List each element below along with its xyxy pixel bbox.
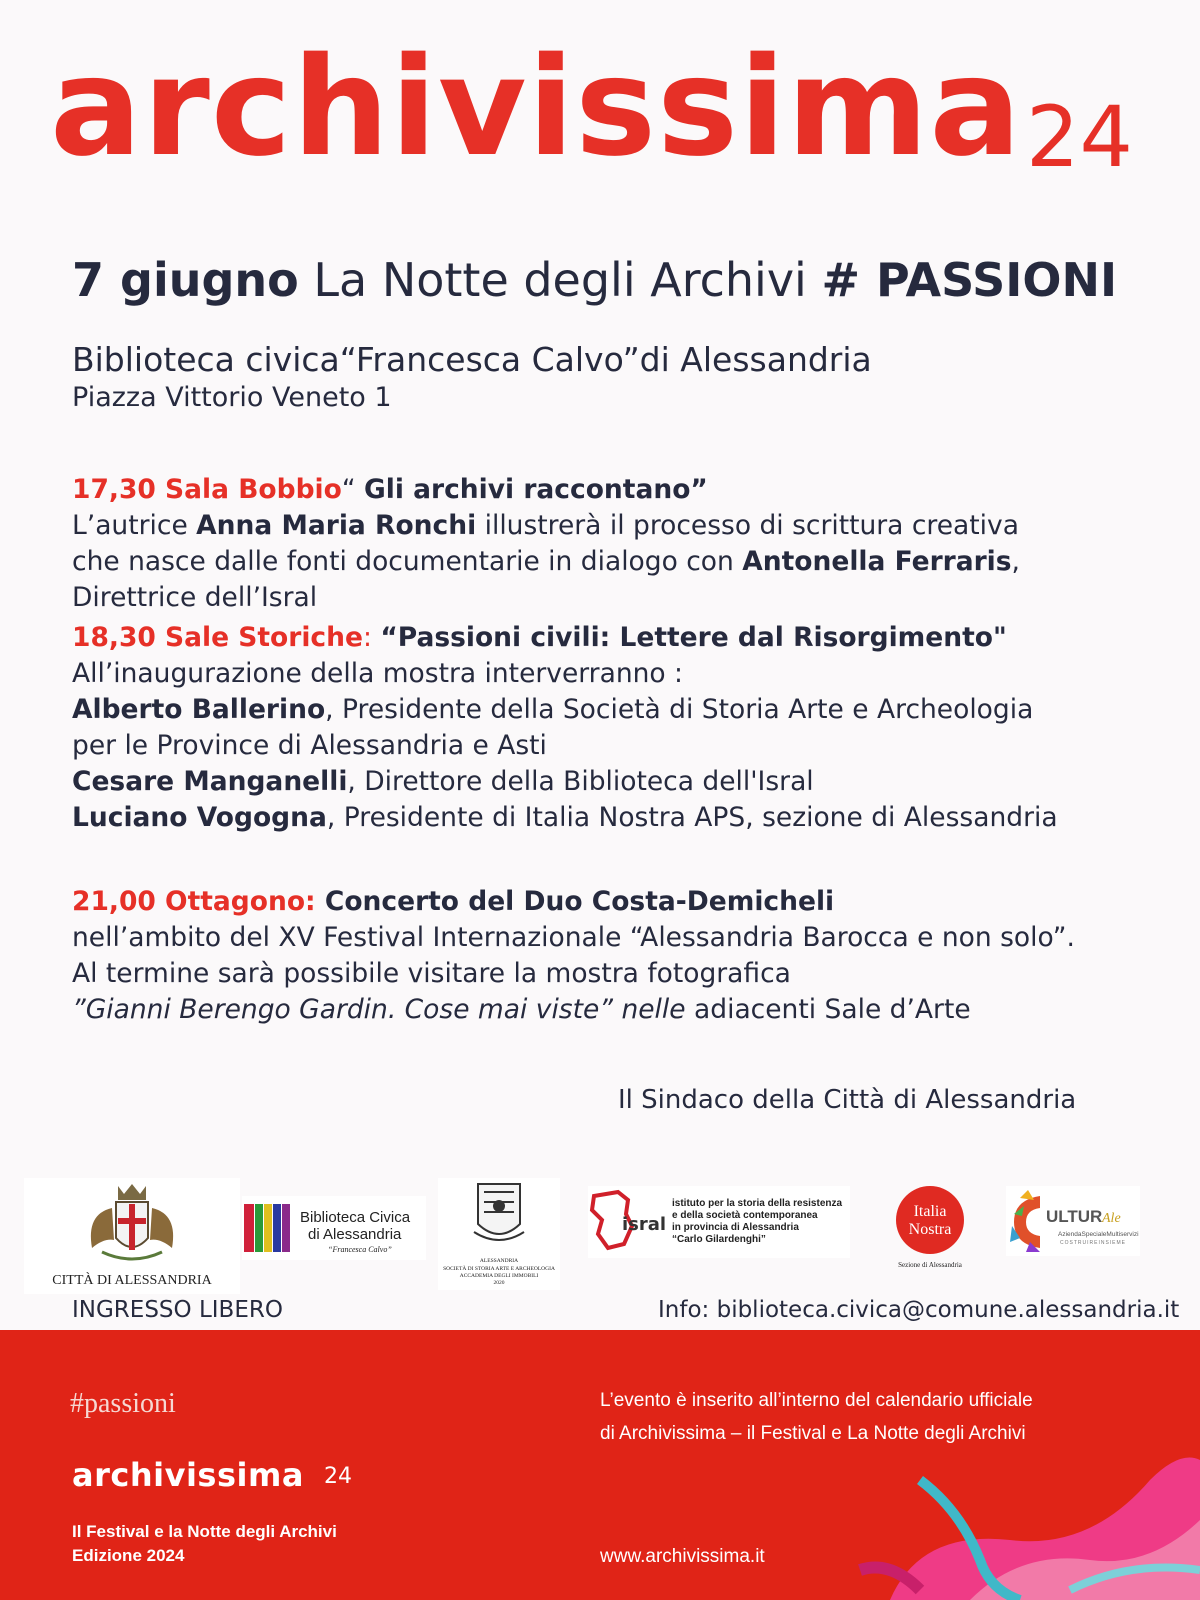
svg-text:di Alessandria: di Alessandria — [308, 1226, 402, 1243]
svg-text:Biblioteca Civica: Biblioteca Civica — [300, 1209, 411, 1226]
session-title: Gli archivi raccontano” — [364, 474, 708, 505]
program-session-3: 21,00 Ottagono: Concerto del Duo Costa-Demicheli nell’ambito del XV Festival Internazionale “Alessandria Barocca e non solo”. Al termine sarà possibile visitare la mostra fotografica ”Gianni Berengo Gardin. Cose mai viste” nelle adiacenti Sale d’Arte — [72, 886, 1075, 1025]
svg-text:ALESSANDRIA: ALESSANDRIA — [479, 1258, 519, 1264]
speaker-name: Antonella Ferraris — [742, 546, 1012, 577]
svg-text:Sezione di Alessandria: Sezione di Alessandria — [898, 1261, 962, 1269]
cultura-logo — [1006, 1186, 1140, 1256]
svg-text:COSTRUIREINSIEME: COSTRUIREINSIEME — [1060, 1240, 1127, 1246]
session-time-place: 17,30 Sala Bobbio — [72, 474, 342, 505]
svg-text:ACCADEMIA DEGLI IMMOBILI: ACCADEMIA DEGLI IMMOBILI — [459, 1273, 539, 1279]
svg-text:isral: isral — [622, 1214, 667, 1235]
svg-text:“Francesca Calvo”: “Francesca Calvo” — [328, 1245, 392, 1254]
citta-alessandria-logo — [24, 1178, 240, 1294]
svg-text:2020: 2020 — [493, 1280, 505, 1286]
session-title: “Passioni civili: Lettere dal Risorgimento" — [380, 622, 1007, 653]
svg-text:SOCIETÀ DI STORIA ARTE E ARCHE: SOCIETÀ DI STORIA ARTE E ARCHEOLOGIA — [443, 1266, 555, 1272]
session-title: Concerto del Duo Costa-Demicheli — [315, 886, 835, 917]
svg-text:istituto per la storia della r: istituto per la storia della resistenza — [672, 1198, 843, 1209]
event-title: La Notte degli Archivi — [313, 253, 807, 307]
svg-text:“Carlo Gilardenghi”: “Carlo Gilardenghi” — [672, 1234, 766, 1245]
footer-edition: Edizione 2024 — [72, 1546, 185, 1565]
info-contact[interactable]: Info: biblioteca.civica@comune.alessandria.it — [658, 1297, 1180, 1323]
coat-of-arms-icon — [24, 1178, 240, 1294]
free-entry-label: INGRESSO LIBERO — [72, 1297, 283, 1323]
svg-text:Ale: Ale — [1102, 1211, 1121, 1226]
footer-banner — [0, 1330, 1200, 1600]
program-session-1: 17,30 Sala Bobbio“ Gli archivi raccontano” L’autrice Anna Maria Ronchi illustrerà il processo di scrittura creativa che nasce dalle fonti documentarie in dialogo con Antonella Ferraris, Direttrice dell’Isral — [72, 474, 1020, 613]
footer-hashtag: #passioni — [70, 1388, 176, 1419]
session-time-place: 18,30 Sale Storiche — [72, 622, 363, 653]
svg-text:in provincia di Alessandria: in provincia di Alessandria — [672, 1222, 799, 1233]
speaker-name: Alberto Ballerino — [72, 694, 326, 725]
svg-text:e della società contemporanea: e della società contemporanea — [672, 1210, 818, 1221]
speaker-name: Anna Maria Ronchi — [196, 510, 477, 541]
speaker-name: Luciano Vogogna — [72, 802, 327, 833]
venue-name: Biblioteca civica“Francesca Calvo”di Alessandria — [72, 340, 872, 379]
biblioteca-civica-logo — [242, 1196, 426, 1260]
footer-website-link[interactable]: www.archivissima.it — [600, 1546, 765, 1567]
footer-brand-number: 24 — [324, 1464, 352, 1489]
svg-text:CITTÀ DI ALESSANDRIA: CITTÀ DI ALESSANDRIA — [52, 1273, 212, 1288]
brand-title: archivissima — [50, 29, 1023, 187]
books-icon — [242, 1196, 426, 1260]
mayor-signature: Il Sindaco della Città di Alessandria — [618, 1085, 1077, 1115]
venue-address: Piazza Vittorio Veneto 1 — [72, 382, 392, 413]
speaker-name: Cesare Manganelli — [72, 766, 348, 797]
svg-text:AziendaSpecialeMultiservizi: AziendaSpecialeMultiservizi — [1058, 1231, 1139, 1238]
cultura-hand-icon — [1006, 1186, 1140, 1256]
footer-note-line-1: L’evento è inserito all’interno del calendario ufficiale — [600, 1390, 1033, 1411]
italia-nostra-circle-icon — [890, 1184, 972, 1272]
isral-logo — [588, 1186, 850, 1258]
svg-text:Nostra: Nostra — [908, 1221, 952, 1238]
brand-edition-number: 24 — [1026, 88, 1133, 186]
footer-subtitle: Il Festival e la Notte degli Archivi — [72, 1522, 337, 1541]
societa-storia-logo — [438, 1178, 560, 1290]
isral-map-icon — [588, 1186, 850, 1258]
footer-brand: archivissima — [72, 1456, 304, 1494]
event-headline — [72, 255, 1117, 306]
footer-note-line-2: di Archivissima – il Festival e La Notte degli Archivi — [600, 1423, 1026, 1444]
svg-text:Italia: Italia — [913, 1203, 947, 1220]
decorative-swirl-icon — [850, 1440, 1200, 1600]
svg-text:ULTUR: ULTUR — [1046, 1207, 1103, 1226]
event-date: 7 giugno — [72, 253, 299, 307]
session-time-place: 21,00 Ottagono: — [72, 886, 316, 917]
italia-nostra-logo — [890, 1184, 972, 1272]
emblem-icon — [438, 1178, 560, 1290]
event-theme: # PASSIONI — [821, 253, 1118, 307]
program-session-2: 18,30 Sale Storiche: “Passioni civili: Lettere dal Risorgimento" All’inaugurazione della mostra interverranno : Alberto Ballerino, Presidente della Società di Storia Arte e Archeologia per le Province di Alessandria e Asti Cesare Manganelli, Direttore della Biblioteca dell'Isral Luciano Vogogna, Presidente di Italia Nostra APS, sezione di Alessandria — [72, 622, 1058, 833]
